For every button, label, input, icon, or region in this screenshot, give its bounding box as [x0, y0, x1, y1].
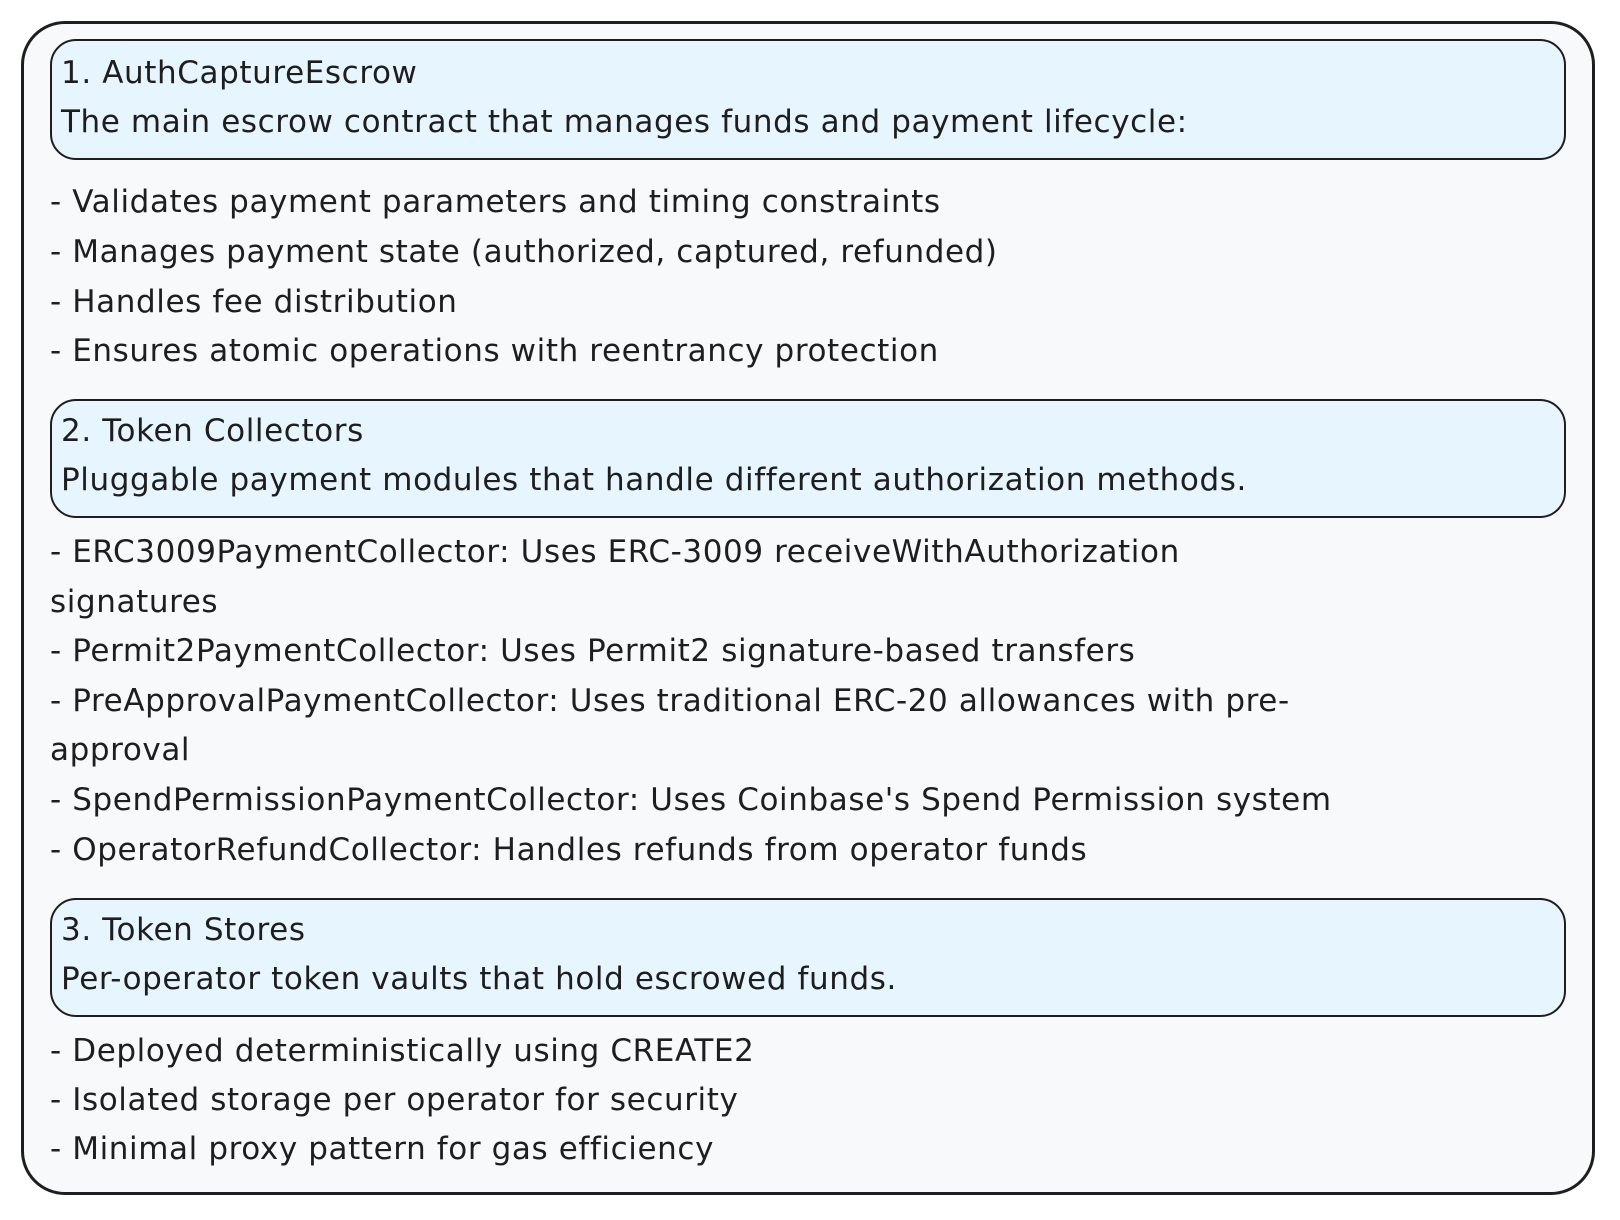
- bullet-item: - PreApprovalPaymentCollector: Uses traditional ERC-20 allowances with pre-: [50, 683, 1290, 719]
- bullet-item: signatures: [50, 584, 219, 620]
- section-title: 2. Token Collectors: [61, 413, 364, 449]
- bullet-item: - Isolated storage per operator for security: [50, 1082, 739, 1118]
- section-description: The main escrow contract that manages funds and payment lifecycle:: [61, 104, 1188, 140]
- bullet-item: - Minimal proxy pattern for gas efficiency: [50, 1131, 715, 1167]
- bullet-item: - Handles fee distribution: [50, 284, 458, 320]
- bullet-item: - Manages payment state (authorized, captured, refunded): [50, 234, 998, 270]
- section-description: Pluggable payment modules that handle different authorization methods.: [61, 462, 1247, 498]
- bullet-item: - Permit2PaymentCollector: Uses Permit2 signature-based transfers: [50, 633, 1136, 669]
- bullet-item: - ERC3009PaymentCollector: Uses ERC-3009 receiveWithAuthorization: [50, 534, 1180, 570]
- bullet-item: - Validates payment parameters and timing constraints: [50, 184, 941, 220]
- bullet-item: - OperatorRefundCollector: Handles refunds from operator funds: [50, 832, 1088, 868]
- section-title: 1. AuthCaptureEscrow: [61, 55, 418, 91]
- section-title: 3. Token Stores: [61, 912, 306, 948]
- section-description: Per-operator token vaults that hold escrowed funds.: [61, 961, 897, 997]
- bullet-item: - SpendPermissionPaymentCollector: Uses Coinbase's Spend Permission system: [50, 782, 1332, 818]
- bullet-item: approval: [50, 732, 191, 768]
- bullet-item: - Ensures atomic operations with reentrancy protection: [50, 333, 939, 369]
- bullet-item: - Deployed deterministically using CREATE2: [50, 1033, 755, 1069]
